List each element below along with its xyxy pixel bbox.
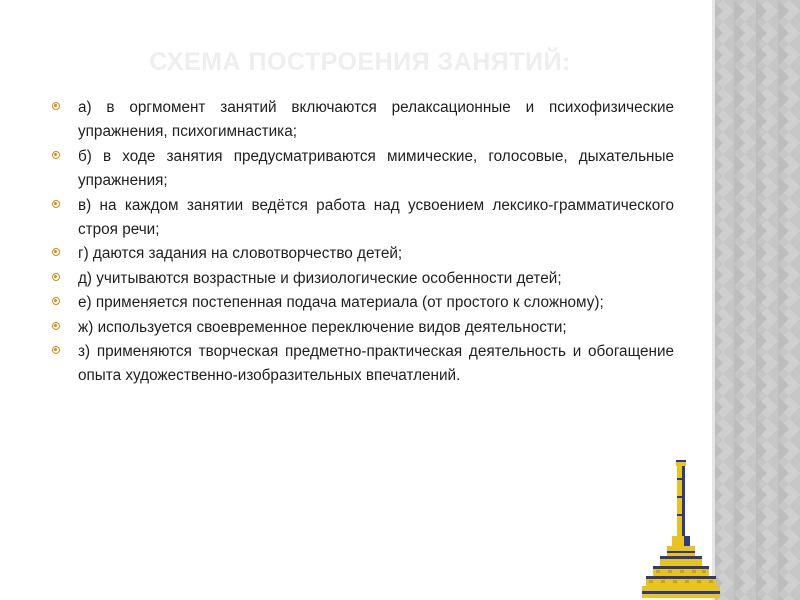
list-item-text: б) в ходе занятия предусматриваются мимические, голосовые, дыхательные упражнения; <box>78 147 674 190</box>
side-zigzag-band <box>712 0 800 600</box>
list-item <box>50 267 674 291</box>
list-item-text: д) учитываются возрастные и физиологические особенности детей; <box>78 269 562 287</box>
circle-bullet-icon <box>52 273 60 281</box>
list-item-text: з) применяются творческая предметно-практическая деятельность и обогащение опыта художественно-изобразительных впечатлений. <box>78 343 674 385</box>
list-item <box>50 96 674 145</box>
list-item-text: в) на каждом занятии ведётся работа над усвоением лексико-грамматического строя речи; <box>78 196 674 239</box>
list-item-text: е) применяется постепенная подача материала (от простого к сложному); <box>78 294 604 312</box>
list-item <box>50 291 674 315</box>
list-item <box>50 242 674 266</box>
circle-bullet-icon <box>52 200 60 208</box>
list-item <box>50 316 674 340</box>
circle-bullet-icon <box>52 297 60 305</box>
list-item <box>50 194 674 243</box>
list-item <box>50 340 674 389</box>
circle-bullet-icon <box>52 346 60 354</box>
circle-bullet-icon <box>52 248 60 256</box>
list-item <box>50 145 674 194</box>
circle-bullet-icon <box>52 151 60 159</box>
list-item-text: а) в оргмомент занятий включаются релаксационные и психофизические упражнения, психогимнастика; <box>78 99 674 141</box>
slide-title: СХЕМА ПОСТРОЕНИЯ ЗАНЯТИЙ: <box>149 48 571 76</box>
circle-bullet-icon <box>52 102 60 110</box>
list-item-text: ж) используется своевременное переключение видов деятельности; <box>78 318 567 336</box>
circle-bullet-icon <box>52 322 60 330</box>
lego-tower-illustration <box>640 458 722 600</box>
list-item-text: г) даются задания на словотворчество детей; <box>78 245 403 263</box>
bullet-list <box>50 96 674 389</box>
